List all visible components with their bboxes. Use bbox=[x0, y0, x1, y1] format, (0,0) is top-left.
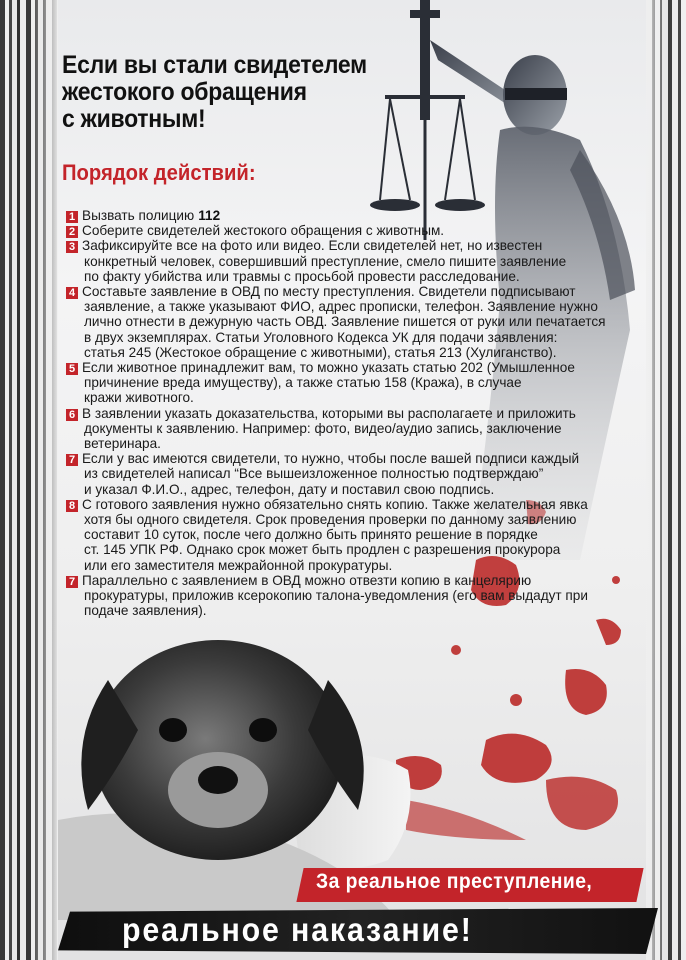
step-number-badge: 4 bbox=[66, 287, 78, 299]
step-text-line bbox=[66, 421, 646, 436]
step-text-line bbox=[66, 588, 646, 603]
step-text: С готового заявления нужно обязательно снять копию. Также желательная явка bbox=[82, 496, 588, 512]
step-number-badge: 5 bbox=[66, 363, 78, 375]
step-text: причинение вреда имуществу), а также статью 158 (Кража), в случае bbox=[84, 375, 522, 391]
step-item bbox=[66, 573, 646, 619]
step-text: составит 10 суток, после чего должно быть принято решение в порядке bbox=[84, 527, 538, 543]
step-text: кражи животного. bbox=[84, 390, 194, 406]
step-text-line bbox=[66, 390, 646, 405]
step-number-badge: 8 bbox=[66, 500, 78, 512]
procedure-heading: Порядок действий: bbox=[62, 160, 256, 185]
step-text-line bbox=[66, 238, 646, 253]
step-text: Если у вас имеются свидетели, то нужно, чтобы после вашей подписи каждый bbox=[82, 451, 580, 467]
step-text-line bbox=[66, 542, 646, 557]
step-text-line bbox=[66, 360, 646, 375]
step-text: в двух экземплярах. Статьи Уголовного Кодекса УК для подачи заявления: bbox=[84, 329, 558, 345]
step-text-line bbox=[66, 208, 646, 223]
step-number-badge: 7 bbox=[66, 576, 78, 588]
slogan-bottom: реальное наказание! bbox=[122, 911, 473, 948]
step-number-badge: 2 bbox=[66, 226, 78, 238]
grunge-border-right bbox=[646, 0, 686, 960]
step-item bbox=[66, 497, 646, 573]
step-text: ветеринара. bbox=[84, 436, 161, 452]
step-text-line bbox=[66, 330, 646, 345]
step-text-line bbox=[66, 345, 646, 360]
step-text: прокуратуры, приложив ксерокопию талона-уведомления (его вам выдадут при bbox=[84, 588, 588, 604]
emergency-number: 112 bbox=[198, 208, 221, 223]
step-text: В заявлении указать доказательства, которыми вы располагаете и приложить bbox=[82, 405, 576, 421]
step-text: Если животное принадлежит вам, то можно указать статью 202 (Умышленное bbox=[82, 360, 575, 376]
step-text: Вызвать полицию bbox=[82, 208, 195, 223]
step-text: хотя бы одного свидетеля. Срок проведения проверки по данному заявлению bbox=[84, 512, 577, 528]
step-text-line bbox=[66, 527, 646, 542]
title-line: с животным! bbox=[62, 105, 206, 133]
step-text: документы к заявлению. Например: фото, видео/аудио запись, заключение bbox=[84, 420, 562, 436]
step-item bbox=[66, 223, 646, 238]
step-text: или его заместителя межрайонной прокуратуры. bbox=[84, 557, 393, 573]
step-text-line bbox=[66, 269, 646, 284]
step-number-badge: 3 bbox=[66, 241, 78, 253]
steps-list bbox=[66, 208, 646, 618]
step-text: конкретный человек, совершивший преступление, смело пишите заявление bbox=[84, 253, 567, 269]
step-number-badge: 6 bbox=[66, 409, 78, 421]
step-text-line bbox=[66, 603, 646, 618]
step-number-badge: 1 bbox=[66, 211, 78, 223]
step-text-line bbox=[66, 436, 646, 451]
step-text: ст. 145 УПК РФ. Однако срок может быть продлен с разрешения прокурора bbox=[84, 542, 561, 558]
step-text: по факту убийства или травмы с просьбой провести расследование. bbox=[84, 268, 520, 284]
title-line: Если вы стали свидетелем bbox=[62, 51, 367, 79]
step-text-line bbox=[66, 482, 646, 497]
step-text-line bbox=[66, 284, 646, 299]
step-item bbox=[66, 406, 646, 452]
step-item bbox=[66, 360, 646, 406]
step-text: лично отнести в дежурную часть ОВД. Заявление пишется от руки или печатается bbox=[84, 314, 606, 330]
step-text: Составьте заявление в ОВД по месту преступления. Свидетели подписывают bbox=[82, 284, 576, 300]
step-item bbox=[66, 284, 646, 360]
step-text: и указал Ф.И.О., адрес, телефон, дату и поставил свою подпись. bbox=[84, 481, 495, 497]
step-text: заявление, а также указывают ФИО, адрес прописки, телефон. Заявление нужно bbox=[84, 299, 598, 315]
step-text-line bbox=[66, 375, 646, 390]
step-text-line bbox=[66, 254, 646, 269]
step-text-line bbox=[66, 299, 646, 314]
step-text: Параллельно с заявлением в ОВД можно отвезти копию в канцелярию bbox=[82, 572, 532, 588]
step-text-line bbox=[66, 573, 646, 588]
step-text-line bbox=[66, 497, 646, 512]
step-text-line bbox=[66, 451, 646, 466]
step-text-line bbox=[66, 314, 646, 329]
step-text-line bbox=[66, 406, 646, 421]
step-text: подаче заявления). bbox=[84, 603, 207, 619]
grunge-border-left bbox=[0, 0, 58, 960]
poster-title bbox=[62, 52, 393, 133]
step-text-line bbox=[66, 466, 646, 481]
step-text-line bbox=[66, 558, 646, 573]
slogan-top: За реальное преступление, bbox=[316, 870, 593, 893]
step-item bbox=[66, 208, 646, 223]
step-text-line bbox=[66, 223, 646, 238]
step-text-line bbox=[66, 512, 646, 527]
step-text: из свидетелей написал “Все вышеизложенное полностью подтверждаю” bbox=[84, 466, 544, 482]
step-item bbox=[66, 238, 646, 284]
step-item bbox=[66, 451, 646, 497]
step-text: Зафиксируйте все на фото или видео. Если свидетелей нет, но известен bbox=[82, 238, 543, 254]
step-text: Соберите свидетелей жестокого обращения с животным. bbox=[82, 223, 445, 239]
step-number-badge: 7 bbox=[66, 454, 78, 466]
step-text: статья 245 (Жестокое обращение с животными), статья 213 (Хулиганство). bbox=[84, 344, 557, 360]
title-line: жестокого обращения bbox=[62, 78, 307, 106]
